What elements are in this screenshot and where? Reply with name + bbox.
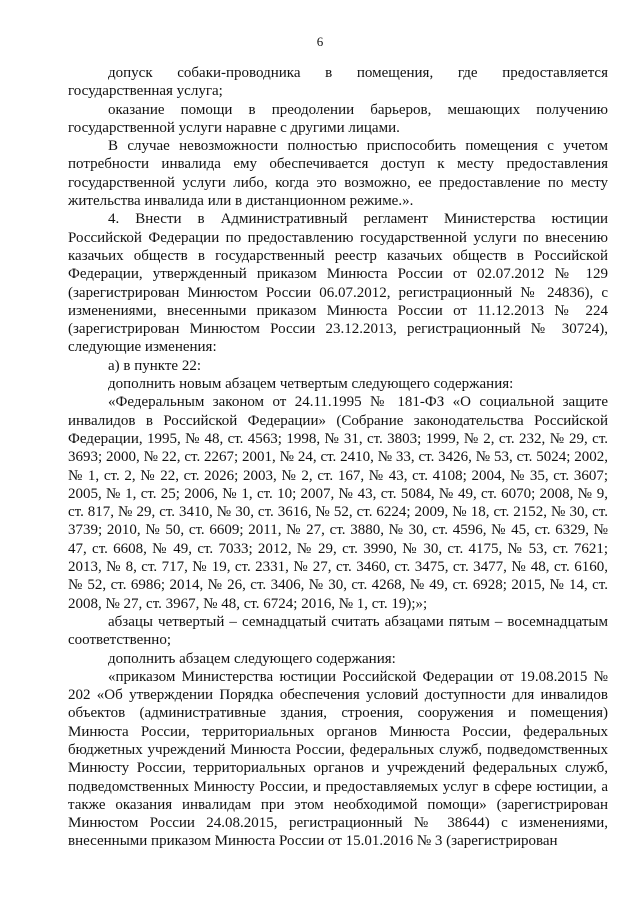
paragraph-add-fourth: дополнить новым абзацем четвертым следующего содержания: <box>108 376 514 393</box>
paragraph-ministry-order: «приказом Министерства юстиции Российской Федерации от 19.08.2015 № 202 «Об утверждении Порядка обеспечения условий доступности для инвалидов объектов (административные здания, строения, сооружения и помещения) Минюста России, территориальных органов Минюста России, федеральных бюджетных учреждений Минюста России, федеральных служб, подведомственных Минюсту России, территориальных органов и учреждений федеральных служб, подведомственных Минюсту России, и предоставляемых услуг в сфере юстиции, а также оказания инвалидам при этом необходимой помощи» (зарегистрирован Минюстом России 24.08.2015, регистрационный № 38644) с изменениями, внесенными приказом Минюста России от 15.01.2016 № 3 (зарегистрирован <box>68 668 608 850</box>
paragraph-subitem-a: а) в пункте 22: <box>108 357 202 374</box>
paragraph-guide-dog: допуск собаки-проводника в помещения, где предоставляется государственная услуга; <box>68 65 608 100</box>
paragraph-barrier-assistance: оказание помощи в преодолении барьеров, мешающих получению государственной услуги наравне с другими лицами. <box>68 101 608 136</box>
document-body <box>68 64 608 851</box>
paragraph-impossibility-case: В случае невозможности полностью приспособить помещения с учетом потребности инвалида ему обеспечивается доступ к месту предоставления государственной услуги либо, когда это возможно, ее предоставление по месту жительства инвалида или в дистанционном режиме.». <box>68 138 608 210</box>
page-number: 6 <box>316 34 324 49</box>
paragraph-renumbering: абзацы четвертый – семнадцатый считать абзацами пятым – восемнадцатым соответственно; <box>68 613 608 649</box>
paragraph-add-paragraph: дополнить абзацем следующего содержания: <box>108 650 396 667</box>
paragraph-federal-law: «Федеральным законом от 24.11.1995 № 181-ФЗ «О социальной защите инвалидов в Российской Федерации» (Собрание законодательства Российской Федерации, 1995, № 48, ст. 4563; 1998, № 31, ст. 3803; 1999, № 2, ст. 232, № 29, ст. 3693; 2000, № 22, ст. 2267; 2001, № 24, ст. 2410, № 33, ст. 3426, № 53, ст. 5024; 2002, № 1, ст. 2, № 22, ст. 2026; 2003, № 2, ст. 167, № 43, ст. 4108; 2004, № 35, ст. 3607; 2005, № 1, ст. 25; 2006, № 1, ст. 10; 2007, № 43, ст. 5084, № 49, ст. 6070; 2008, № 9, ст. 817, № 29, ст. 3410, № 30, ст. 3616, № 52, ст. 6224; 2009, № 18, ст. 2152, № 30, ст. 3739; 2010, № 50, ст. 6609; 2011, № 27, ст. 3880, № 30, ст. 4596, № 45, ст. 6329, № 47, ст. 6608, № 49, ст. 7033; 2012, № 29, ст. 3990, № 30, ст. 4175, № 53, ст. 7621; 2013, № 8, ст. 717, № 19, ст. 2331, № 27, ст. 3460, ст. 3475, ст. 3477, № 48, ст. 6160, № 52, ст. 6986; 2014, № 26, ст. 3406, № 30, ст. 4268, № 49, ст. 6928; 2015, № 14, ст. 2008, № 27, ст. 3967, № 48, ст. 6724; 2016, № 1, ст. 19);»; <box>68 394 608 612</box>
paragraph-item-4: 4. Внести в Административный регламент Министерства юстиции Российской Федерации по предоставлению государственной услуги по внесению казачьих обществ в государственный реестр казачьих обществ в Российской Федерации, утвержденный приказом Минюста России от 02.07.2012 № 129 (зарегистрирован Минюстом России 06.07.2012, регистрационный № 24836), с изменениями, внесенными приказом Минюста России от 11.12.2013 № 224 (зарегистрирован Минюстом России 23.12.2013, регистрационный № 30724), следующие изменения: <box>68 211 608 356</box>
